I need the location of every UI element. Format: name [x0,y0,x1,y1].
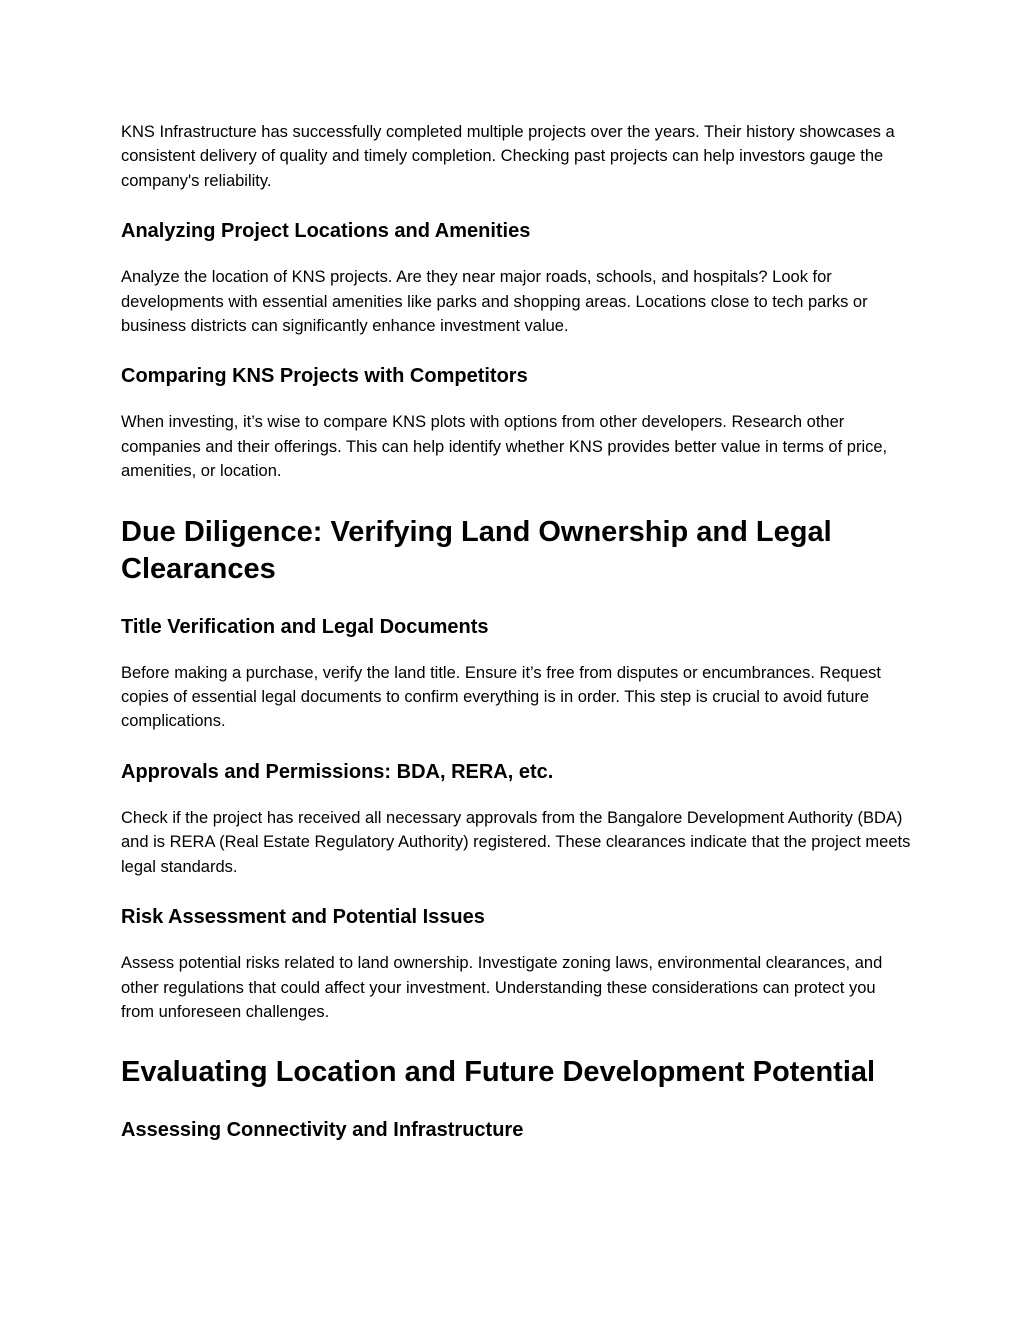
heading-risk-assessment: Risk Assessment and Potential Issues [121,906,485,929]
heading-connectivity: Assessing Connectivity and Infrastructure [121,1119,524,1142]
heading-comparing-competitors: Comparing KNS Projects with Competitors [121,365,528,388]
paragraph-title-verification: Before making a purchase, verify the land title. Ensure it’s free from disputes or encumbrances. Request copies of essential legal documents to confirm everything is in order. This step is crucial to avoid future complications. [121,663,881,731]
paragraph-intro: KNS Infrastructure has successfully completed multiple projects over the years. Their history showcases a consistent delivery of quality and timely completion. Checking past projects can help investors gauge the company's reliability. [121,123,895,190]
heading-due-diligence: Due Diligence: Verifying Land Ownership and Legal Clearances [121,515,832,585]
paragraph-risk-assessment: Assess potential risks related to land ownership. Investigate zoning laws, environmental clearances, and other regulations that could affect your investment. Understanding these considerations can protect you from unforeseen challenges. [121,954,883,1021]
paragraph-competitors: When investing, it’s wise to compare KNS plots with options from other developers. Research other companies and their offerings. This can help identify whether KNS provides better value in terms of price, amenities, or location. [121,413,888,481]
heading-evaluating-location: Evaluating Location and Future Development Potential [121,1056,876,1089]
paragraph-locations: Analyze the location of KNS projects. Are they near major roads, schools, and hospitals? Look for developments with essential amenities like parks and shopping areas. Locations close to tech parks or business districts can significantly enhance investment value. [121,268,868,336]
paragraph-approvals: Check if the project has received all necessary approvals from the Bangalore Development Authority (BDA) and is RERA (Real Estate Regulatory Authority) registered. These clearances indicate that the project meets legal standards. [121,808,911,876]
heading-title-verification: Title Verification and Legal Documents [121,615,489,638]
document-body [121,120,911,1143]
heading-locations-amenities: Analyzing Project Locations and Amenities [121,220,531,243]
heading-approvals: Approvals and Permissions: BDA, RERA, etc. [121,760,554,783]
